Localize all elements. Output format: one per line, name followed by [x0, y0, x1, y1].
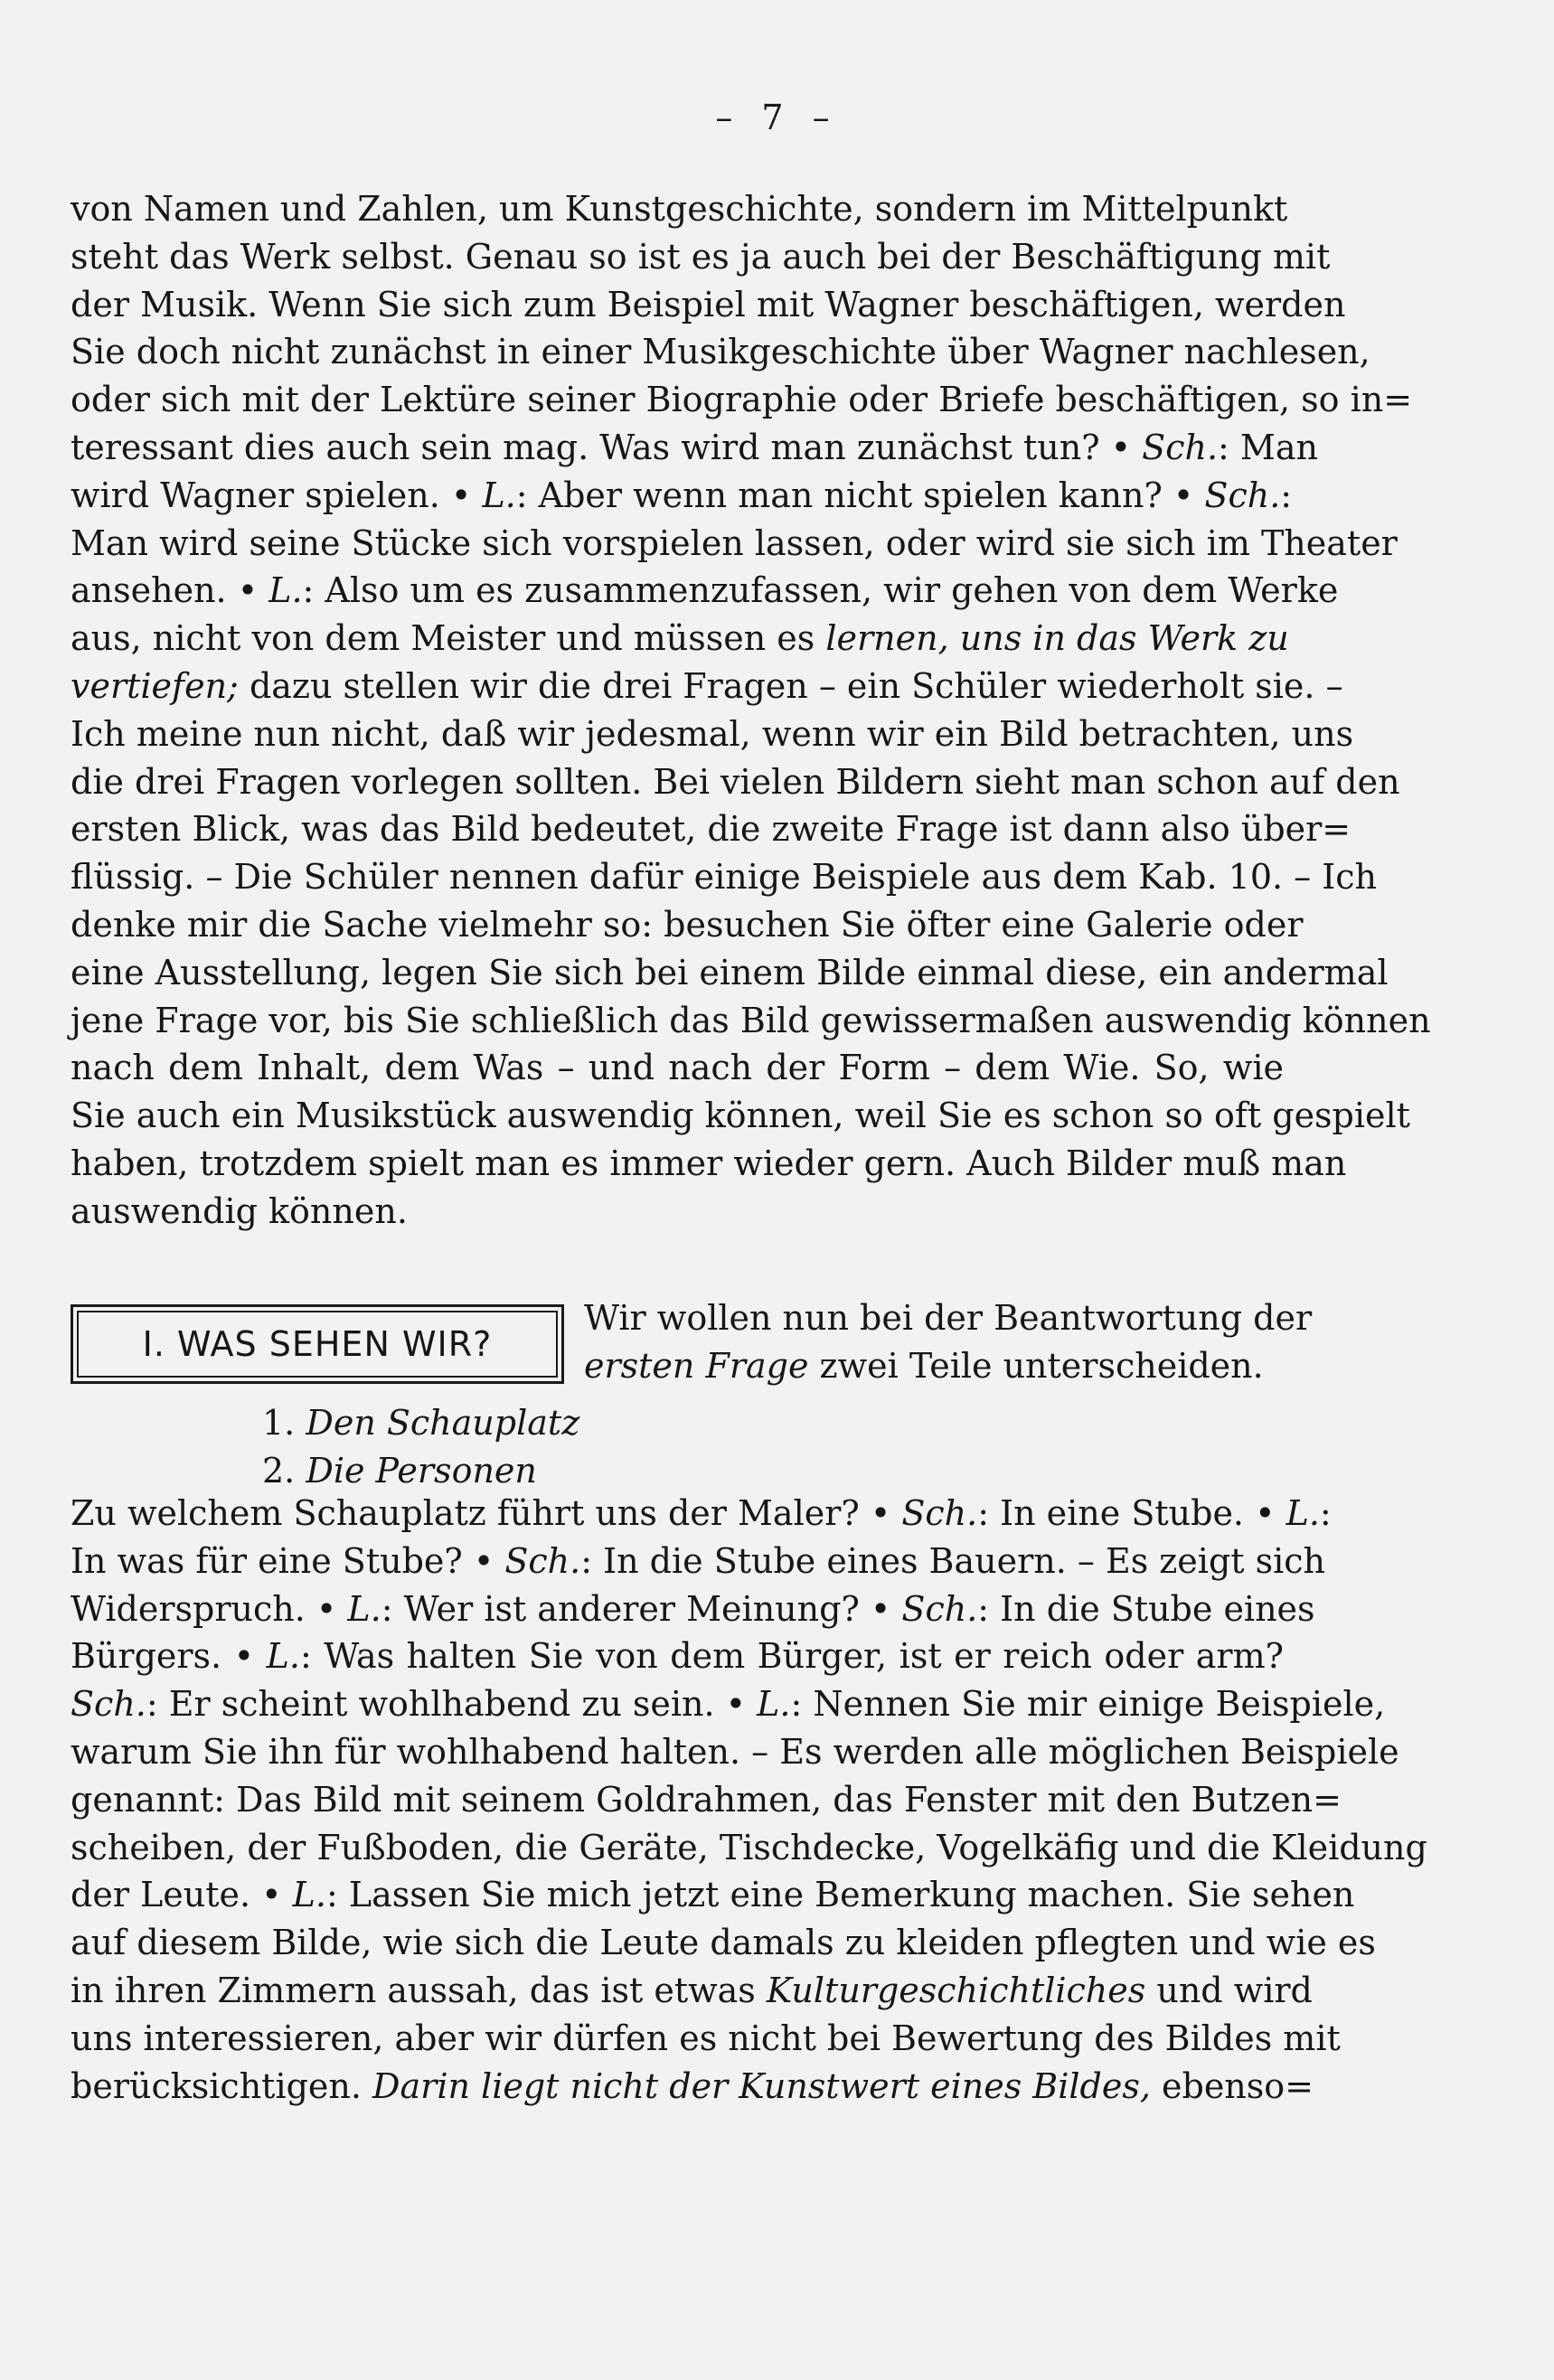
text-line: teressant dies auch sein mag. Was wird man zunächst tun? • Sch.: Man	[71, 427, 1318, 467]
text-line: der Leute. • L.: Lassen Sie mich jetzt eine Bemerkung machen. Sie sehen	[71, 1875, 1355, 1915]
text-line: Widerspruch. • L.: Wer ist anderer Meinung? • Sch.: In die Stube eines	[71, 1588, 1315, 1629]
paragraph-dialogue	[71, 1490, 1427, 2110]
text-line: Bürgers. • L.: Was halten Sie von dem Bürger, ist er reich oder arm?	[71, 1636, 1285, 1677]
text-line: flüssig. – Die Schüler nennen dafür einige Beispiele aus dem Kab. 10. – Ich	[71, 857, 1378, 898]
text-line: berücksichtigen. Darin liegt nicht der Kunstwert eines Bildes, ebenso=	[71, 2065, 1314, 2106]
text-line: Sie auch ein Musikstück auswendig können, weil Sie es schon so oft gespielt	[71, 1096, 1410, 1136]
text-line: ersten Blick, was das Bild bedeutet, die zweite Frage ist dann also über=	[71, 809, 1352, 850]
text-line: steht das Werk selbst. Genau so ist es ja auch bei der Beschäftigung mit	[71, 236, 1331, 277]
text-line: eine Ausstellung, legen Sie sich bei einem Bilde einmal diese, ein andermal	[71, 952, 1389, 992]
italic-phrase: ersten Frage	[584, 1345, 809, 1386]
text-line: Sie doch nicht zunächst in einer Musikgeschichte über Wagner nachlesen,	[71, 332, 1370, 372]
text-line: genannt: Das Bild mit seinem Goldrahmen, das Fenster mit den Butzen=	[71, 1779, 1342, 1820]
text-line: auf diesem Bilde, wie sich die Leute damals zu kleiden pflegten und wie es	[71, 1923, 1376, 1963]
text-span: zwei Teile unterscheiden.	[808, 1345, 1264, 1386]
text-line: haben, trotzdem spielt man es immer wieder gern. Auch Bilder muß man	[71, 1143, 1347, 1183]
section-intro-line	[584, 1342, 1284, 1390]
list-number: 1.	[262, 1403, 296, 1443]
text-line: scheiben, der Fußboden, die Geräte, Tischdecke, Vogelkäfig und die Kleidung	[71, 1827, 1427, 1867]
text-line: warum Sie ihn für wohlhabend halten. – Es werden alle möglichen Beispiele	[71, 1731, 1399, 1772]
text-line: aus, nicht von dem Meister und müssen es lernen, uns in das Werk zu	[71, 618, 1289, 659]
text-line: Sch.: Er scheint wohlhabend zu sein. • L.: Nennen Sie mir einige Beispiele,	[71, 1684, 1386, 1725]
text-line: uns interessieren, aber wir dürfen es nicht bei Bewertung des Bildes mit	[71, 2018, 1341, 2058]
text-line: oder sich mit der Lektüre seiner Biographie oder Briefe beschäftigen, so in=	[71, 380, 1413, 420]
text-line: in ihren Zimmern aussah, das ist etwas Kulturgeschichtliches und wird	[71, 1970, 1313, 2010]
text-line: Man wird seine Stücke sich vorspielen lassen, oder wird sie sich im Theater	[71, 522, 1398, 563]
section-heading	[71, 1304, 564, 1384]
list-item	[262, 1447, 805, 1495]
text-line: Ich meine nun nicht, daß wir jedesmal, wenn wir ein Bild betrachten, uns	[71, 713, 1354, 754]
text-line: denke mir die Sache vielmehr so: besuchen Sie öfter eine Galerie oder	[71, 904, 1304, 945]
section-intro-line: Wir wollen nun bei der Beantwortung der	[584, 1298, 1313, 1338]
text-line: In was für eine Stube? • Sch.: In die Stube eines Bauern. – Es zeigt sich	[71, 1540, 1326, 1581]
text-line: wird Wagner spielen. • L.: Aber wenn man nicht spielen kann? • Sch.:	[71, 475, 1293, 515]
text-line: vertiefen; dazu stellen wir die drei Fragen – ein Schüler wiederholt sie. –	[71, 665, 1343, 706]
list-item	[262, 1399, 805, 1447]
text-line: nach dem Inhalt, dem Was – und nach der Form – dem Wie. So, wie	[71, 1048, 1284, 1088]
list-text: Den Schauplatz	[306, 1403, 580, 1443]
subsection-list	[262, 1399, 805, 1495]
text-line: von Namen und Zahlen, um Kunstgeschichte, sondern im Mittelpunkt	[71, 189, 1288, 229]
text-line: der Musik. Wenn Sie sich zum Beispiel mit Wagner beschäftigen, werden	[71, 284, 1346, 325]
page-number: – 7 –	[715, 98, 839, 137]
text-line: ansehen. • L.: Also um es zusammenzufassen, wir gehen von dem Werke	[71, 570, 1339, 611]
list-text: Die Personen	[306, 1451, 537, 1491]
text-line: die drei Fragen vorlegen sollten. Bei vielen Bildern sieht man schon auf den	[71, 761, 1400, 802]
section-intro-text	[584, 1294, 1313, 1390]
list-number: 2.	[262, 1451, 296, 1491]
text-line: Zu welchem Schauplatz führt uns der Maler? • Sch.: In eine Stube. • L.:	[71, 1493, 1332, 1533]
section-heading-text: I. WAS SEHEN WIR?	[142, 1324, 493, 1364]
paragraph-intro	[71, 185, 1431, 1236]
text-line: jene Frage vor, bis Sie schließlich das Bild gewissermaßen auswendig können	[71, 1000, 1431, 1040]
text-line: auswendig können.	[71, 1190, 408, 1231]
